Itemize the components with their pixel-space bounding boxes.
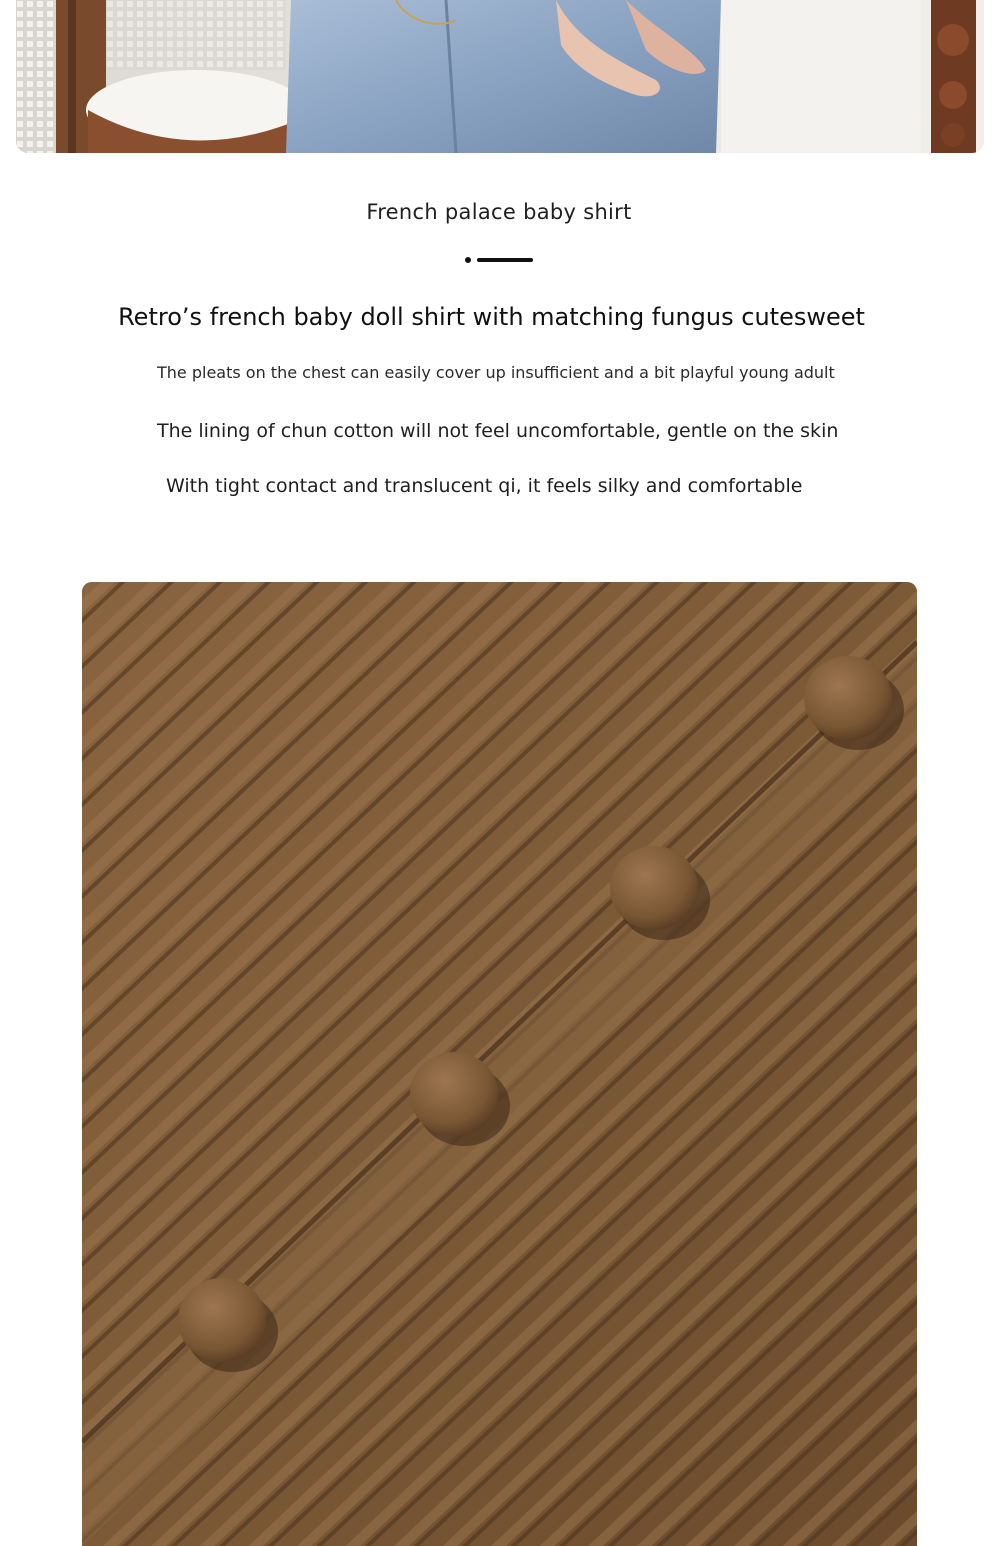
- fabric-button-2: [610, 846, 698, 930]
- jeans-photo-icon: [16, 0, 984, 153]
- divider-line: [477, 258, 533, 262]
- fabric-detail-photo: [82, 582, 917, 1546]
- pleated-fabric-photo-icon: [82, 582, 917, 1546]
- feature-description-lining: The lining of chun cotton will not feel uncomfortable, gentle on the skin: [157, 420, 839, 442]
- product-headline: Retro’s french baby doll shirt with matching fungus cutesweet: [118, 303, 865, 331]
- divider-dot: [465, 257, 471, 263]
- fabric-button-4: [178, 1278, 266, 1362]
- feature-description-pleats: The pleats on the chest can easily cover up insufficient and a bit playful young adult: [157, 363, 835, 382]
- fabric-button-1: [804, 656, 892, 740]
- section-title: French palace baby shirt: [366, 200, 632, 224]
- hero-photo: [16, 0, 984, 153]
- fabric-button-3: [410, 1052, 498, 1136]
- feature-description-texture: With tight contact and translucent qi, it feels silky and comfortable: [166, 475, 803, 497]
